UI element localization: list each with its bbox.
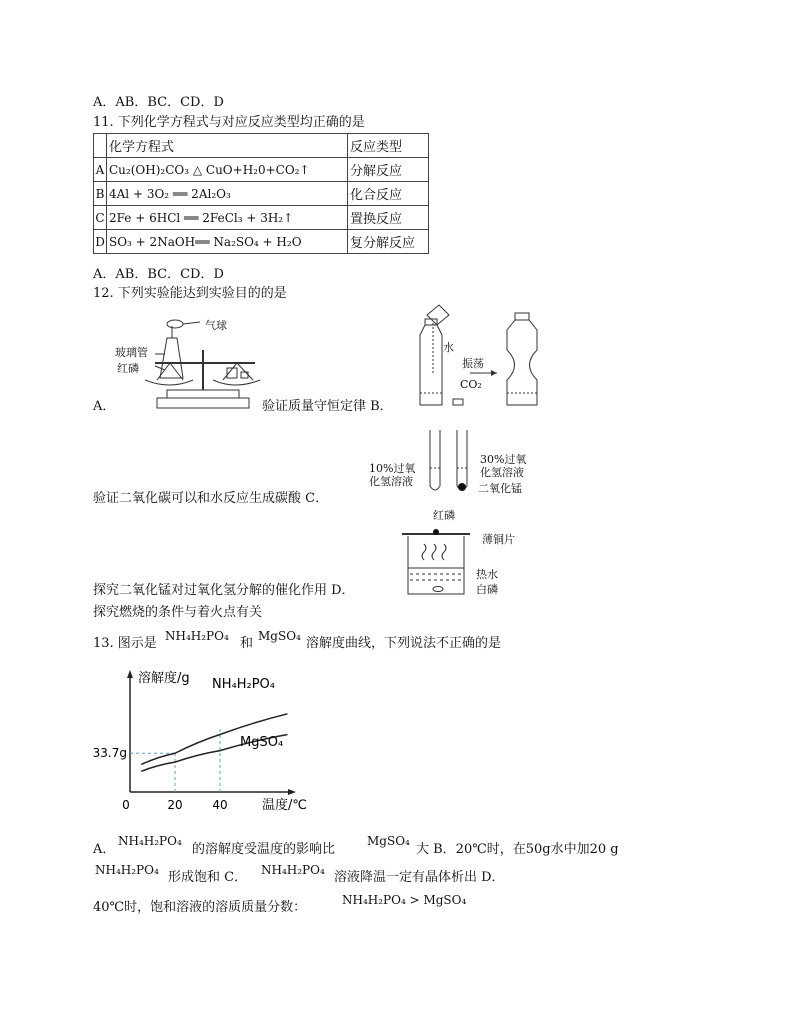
label-copper-sheet: 薄铜片	[482, 533, 515, 546]
q13-option-b-post: 形成饱和 C．	[168, 870, 248, 885]
header-equation: 化学方程式	[107, 134, 348, 158]
x-tick-label: 20	[167, 798, 183, 812]
label-balloon: 气球	[205, 319, 227, 332]
row-letter: D	[94, 230, 107, 254]
q12-option-c-text: 探究二氧化锰对过氧化氢分解的催化作用 D．	[93, 583, 355, 598]
row-equation: 2Fe + 6HCl ══ 2FeCl₃ + 3H₂↑	[107, 206, 348, 230]
q13-option-a-label: A．	[93, 842, 116, 857]
row-type: 化合反应	[348, 182, 429, 206]
q12-option-d-text: 探究燃烧的条件与着火点有关	[93, 605, 263, 620]
label-glass-tube: 玻璃管	[115, 346, 148, 359]
row-letter: B	[94, 182, 107, 206]
header-type: 反应类型	[348, 134, 429, 158]
q12-title: 12. 下列实验能达到实验目的的是	[93, 286, 287, 301]
row-letter: A	[94, 158, 107, 182]
table-row	[94, 230, 429, 254]
row-type: 复分解反应	[348, 230, 429, 254]
row-equation: 4Al + 3O₂ ══ 2Al₂O₃	[107, 182, 348, 206]
row-type: 置换反应	[348, 206, 429, 230]
q13-option-a-formula-1: NH₄H₂PO₄	[118, 834, 182, 848]
table-header-row	[94, 134, 429, 158]
x-axis-arrow	[288, 789, 296, 795]
series-label-mgso4: MgSO₄	[240, 735, 284, 750]
figure-a-balance	[115, 318, 280, 413]
series-label-nh4h2po4: NH₄H₂PO₄	[212, 677, 275, 692]
label-30pct-1: 30%过氧	[480, 453, 527, 466]
figure-d-combustion	[400, 522, 475, 597]
y-annotation-label: 33.7g	[92, 746, 127, 761]
q11-table	[93, 133, 429, 254]
q13-option-a-post: 大 B．20℃时，在50g水中加20 g	[416, 842, 619, 857]
row-equation: SO₃ + 2NaOH══ Na₂SO₄ + H₂O	[107, 230, 348, 254]
label-10pct-1: 10%过氧	[369, 462, 416, 475]
y-axis-label: 溶解度/g	[138, 671, 190, 686]
q13-option-a-mid: 的溶解度受温度的影响比	[192, 842, 336, 857]
q13-option-c-post: 溶液降温一定有晶体析出 D．	[334, 870, 505, 885]
q13-option-d-pre: 40℃时，饱和溶液的溶质质量分数：	[93, 900, 307, 915]
q12-option-b-text: 验证二氧化碳可以和水反应生成碳酸 C．	[93, 491, 329, 506]
label-10pct-2: 化氢溶液	[369, 475, 413, 488]
label-co2: CO₂	[460, 378, 482, 391]
row-type: 分解反应	[348, 158, 429, 182]
label-red-p-d: 红磷	[433, 509, 455, 522]
table-row	[94, 206, 429, 230]
q13-option-c-formula: NH₄H₂PO₄	[261, 863, 325, 877]
solubility-chart	[92, 660, 330, 820]
label-shake: 振荡	[462, 357, 484, 370]
q13-option-b-formula: NH₄H₂PO₄	[95, 863, 159, 877]
q13-title-formula-1: NH₄H₂PO₄	[165, 629, 229, 643]
q12-option-a-label: A．	[93, 399, 116, 414]
label-30pct-2: 化氢溶液	[480, 466, 524, 479]
q13-title-formula-2: MgSO₄	[258, 629, 301, 643]
q13-option-a-formula-2: MgSO₄	[367, 834, 410, 848]
q13-option-d-formula: NH₄H₂PO₄ > MgSO₄	[342, 893, 467, 907]
row-letter: C	[94, 206, 107, 230]
q13-title-post: 溶解度曲线，下列说法不正确的是	[306, 636, 502, 651]
q12-option-a-text: 验证质量守恒定律 B．	[262, 399, 393, 414]
row-equation: Cu₂(OH)₂CO₃ △ CuO+H₂0+CO₂↑	[107, 158, 348, 182]
q13-title-pre: 13. 图示是	[93, 636, 157, 651]
q11-answers: A．AB．BC．CD．D	[93, 267, 224, 282]
label-mno2: 二氧化锰	[478, 482, 522, 495]
x-tick-label: 40	[212, 798, 228, 812]
table-row	[94, 158, 429, 182]
answers-line-q10: A．AB．BC．CD．D	[93, 95, 224, 110]
label-white-p: 白磷	[476, 583, 498, 596]
label-red-phosphorus: 红磷	[117, 362, 139, 375]
y-axis-arrow	[127, 670, 133, 678]
label-water: 水	[443, 341, 454, 354]
label-hot-water: 热水	[476, 568, 498, 581]
table-row	[94, 182, 429, 206]
x-axis-label: 温度/℃	[262, 798, 307, 813]
q13-title-and: 和	[240, 636, 254, 651]
q11-title: 11. 下列化学方程式与对应反应类型均正确的是	[93, 115, 365, 130]
figure-c-test-tubes	[425, 428, 475, 498]
x-tick-label: 0	[122, 798, 130, 812]
